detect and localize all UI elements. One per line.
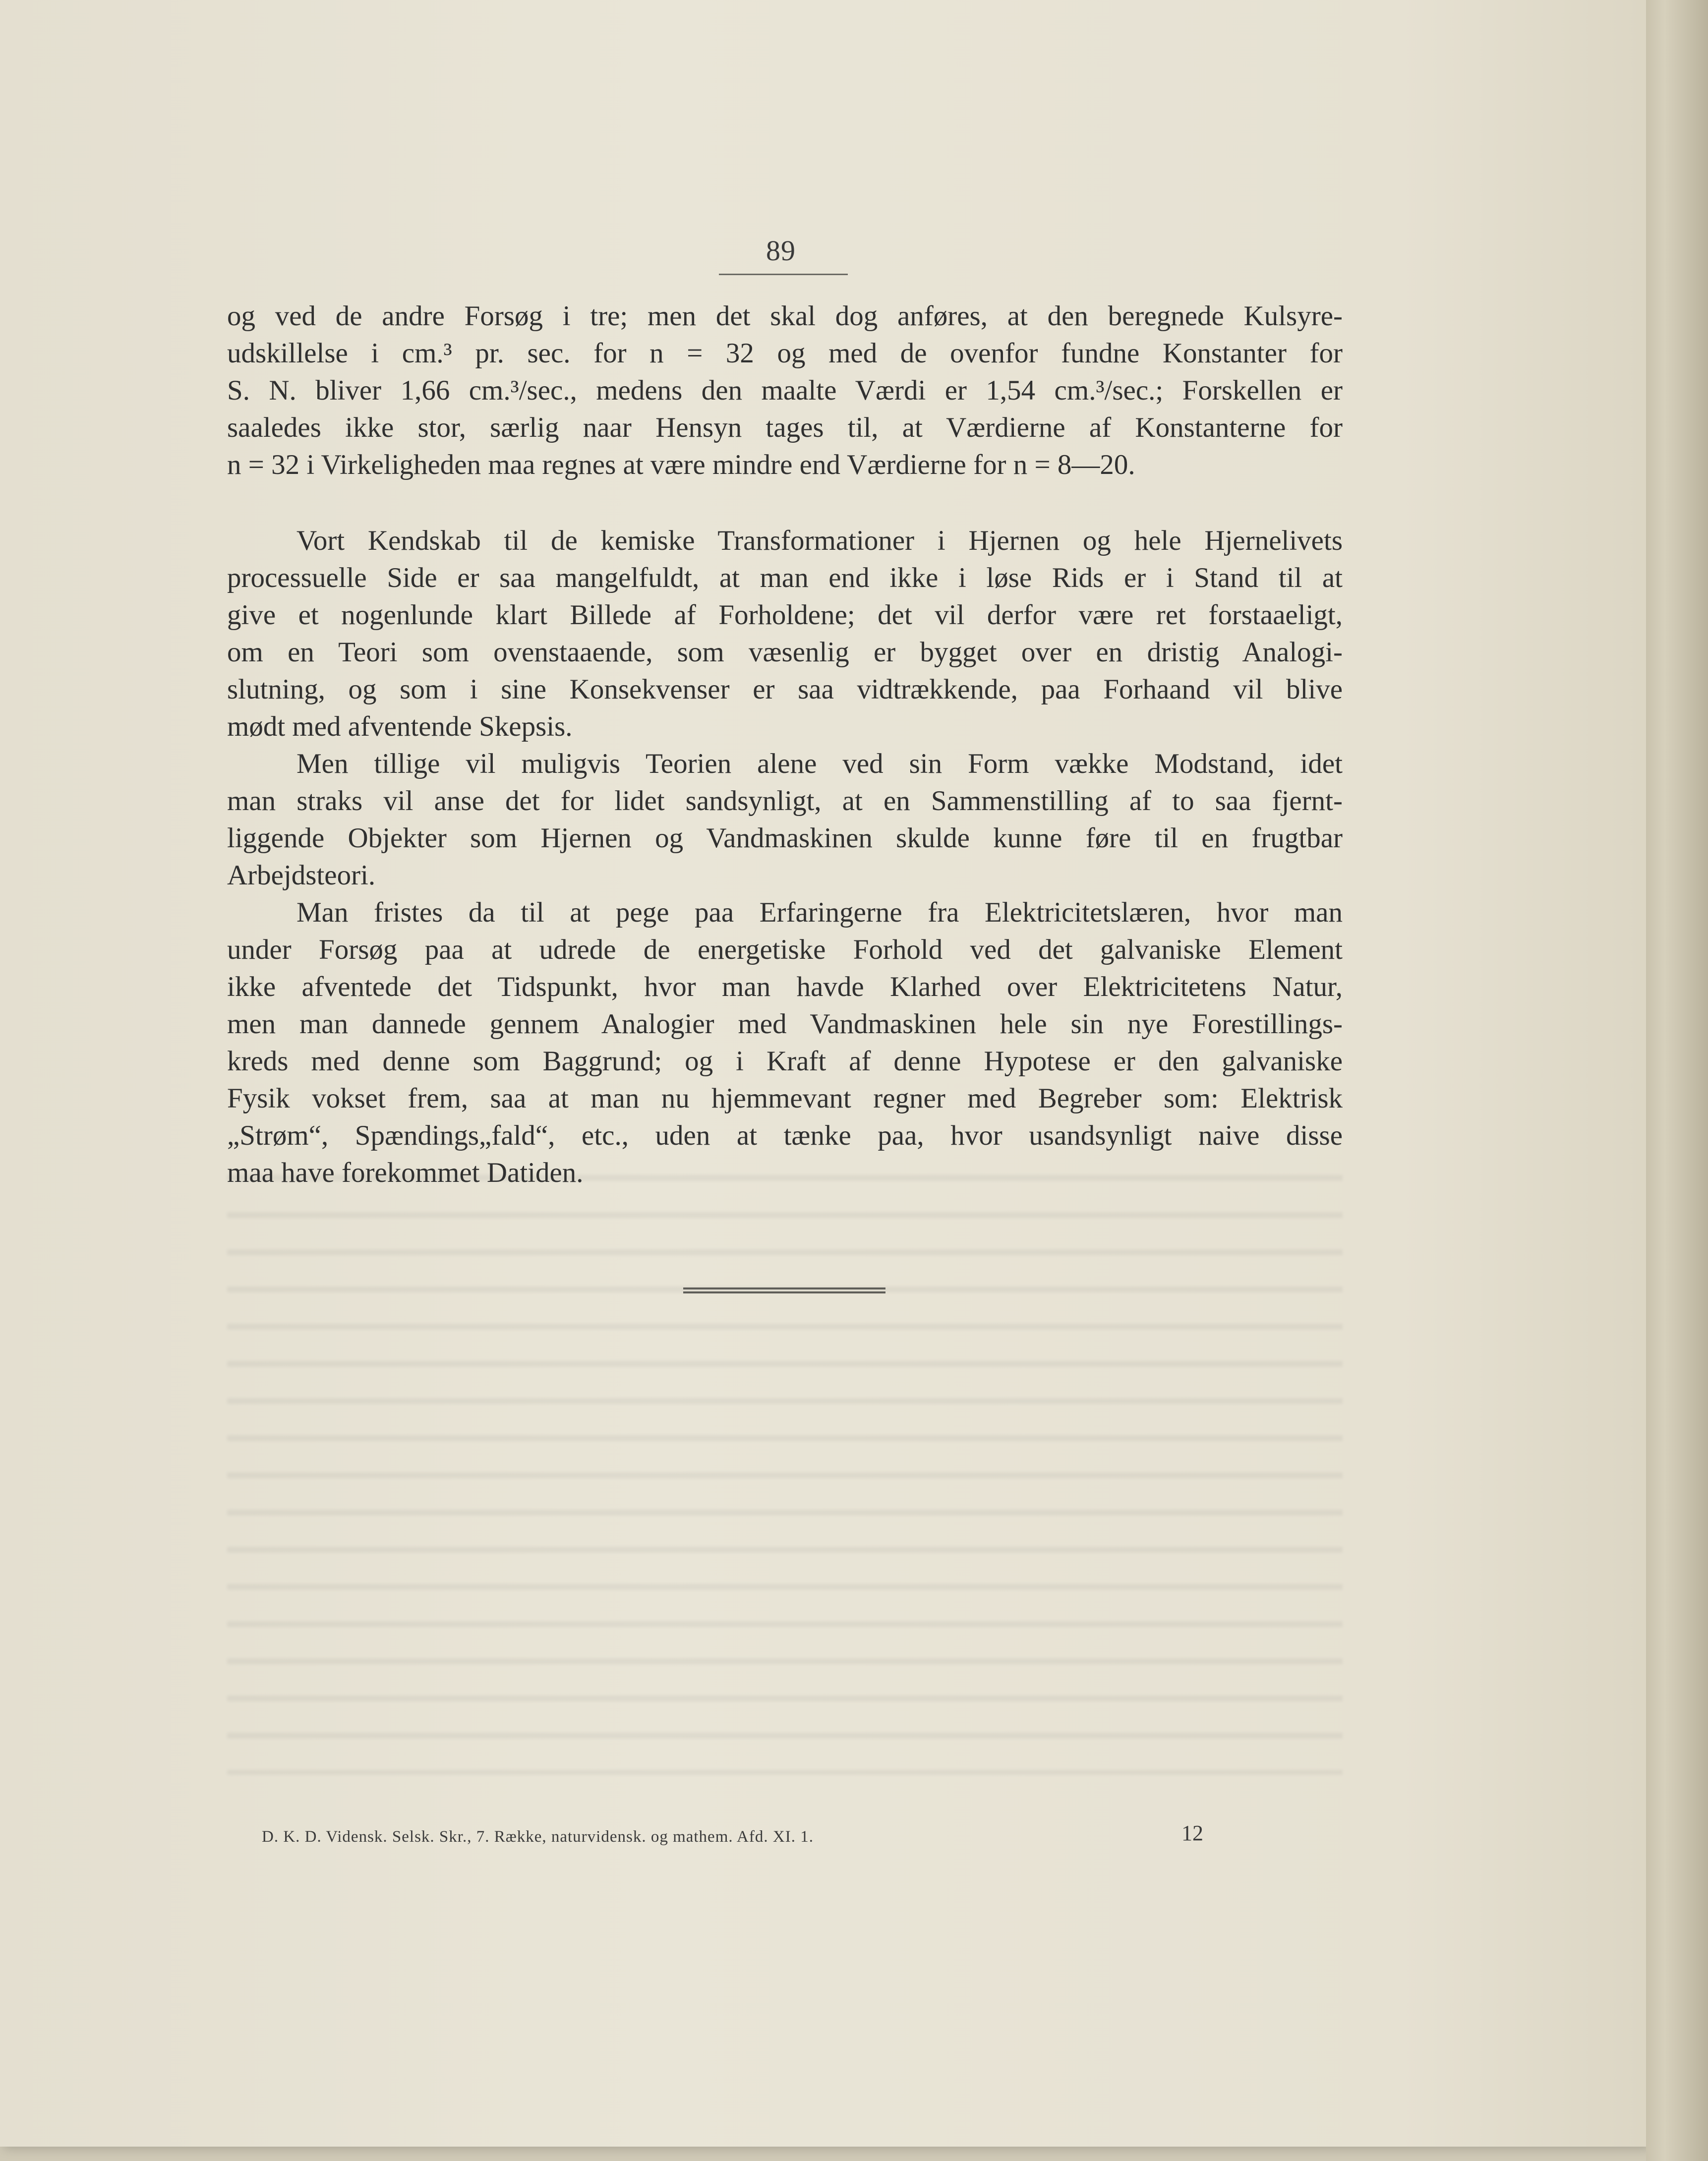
- text-line: udskillelse i cm.³ pr. sec. for n = 32 og med de ovenfor fundne Konstanter for: [227, 338, 1343, 369]
- text-line: maa have forekommet Datiden.: [227, 1157, 584, 1188]
- text-line: „Strøm“, Spændings„fald“, etc., uden at tænke paa, hvor usandsynligt naive disse: [227, 1120, 1343, 1151]
- text-line: give et nogenlunde klart Billede af Forholdene; det vil derfor være ret forstaaeligt,: [227, 599, 1343, 631]
- text-line: processuelle Side er saa mangelfuldt, at man end ikke i løse Rids er i Stand til at: [227, 562, 1343, 593]
- footer-signature-number: 12: [1181, 1821, 1203, 1845]
- paragraph-1: [227, 297, 1343, 483]
- paragraph-3: [227, 745, 1343, 894]
- text-line: om en Teori som ovenstaaende, som væsenlig er bygget over en dristig Analogi-: [227, 637, 1343, 668]
- text-line: ikke afventede det Tidspunkt, hvor man havde Klarhed over Elektricitetens Natur,: [227, 971, 1343, 1002]
- page-edge-shadow: [1646, 0, 1708, 2161]
- text-line: saaledes ikke stor, særlig naar Hensyn tages til, at Værdierne af Konstanterne for: [227, 412, 1343, 443]
- bleed-through-texture: [227, 1155, 1343, 1775]
- section-end-rule: [683, 1287, 885, 1296]
- text-line: men man dannede gennem Analogier med Vandmaskinen hele sin nye Forestillings-: [227, 1008, 1343, 1040]
- text-line: n = 32 i Virkeligheden maa regnes at være mindre end Værdierne for n = 8—20.: [227, 449, 1135, 480]
- page-number: 89: [766, 234, 796, 267]
- page-number-rule: [719, 274, 848, 275]
- rule-line-bottom: [683, 1291, 885, 1293]
- text-line: Man fristes da til at pege paa Erfaringerne fra Elektricitetslæren, hvor man: [296, 897, 1343, 928]
- text-line: man straks vil anse det for lidet sandsynligt, at en Sammenstilling af to saa fjernt-: [227, 785, 1343, 817]
- text-line: slutning, og som i sine Konsekvenser er saa vidtrækkende, paa Forhaand vil blive: [227, 674, 1343, 705]
- footer-publication-reference: D. K. D. Vidensk. Selsk. Skr., 7. Række, naturvidensk. og mathem. Afd. XI. 1.: [262, 1828, 814, 1846]
- paragraph-2: [227, 522, 1343, 745]
- text-line: og ved de andre Forsøg i tre; men det skal dog anføres, at den beregnede Kulsyre-: [227, 300, 1343, 332]
- text-line: Arbejdsteori.: [227, 860, 376, 891]
- text-line: kreds med denne som Baggrund; og i Kraft af denne Hypotese er den galvaniske: [227, 1046, 1343, 1077]
- text-line: liggende Objekter som Hjernen og Vandmaskinen skulde kunne føre til en frugtbar: [227, 822, 1343, 854]
- paragraph-4: [227, 894, 1343, 1191]
- text-line: Vort Kendskab til de kemiske Transformationer i Hjernen og hele Hjernelivets: [296, 525, 1343, 556]
- text-line: Fysik vokset frem, saa at man nu hjemmevant regner med Begreber som: Elektrisk: [227, 1083, 1343, 1114]
- text-line: mødt med afventende Skepsis.: [227, 711, 573, 742]
- text-line: under Forsøg paa at udrede de energetiske Forhold ved det galvaniske Element: [227, 934, 1343, 965]
- body-text: [227, 297, 1343, 1191]
- text-line: Men tillige vil muligvis Teorien alene ved sin Form vække Modstand, idet: [296, 748, 1343, 779]
- rule-line-top: [683, 1287, 885, 1289]
- text-line: S. N. bliver 1,66 cm.³/sec., medens den maalte Værdi er 1,54 cm.³/sec.; Forskellen er: [227, 375, 1343, 406]
